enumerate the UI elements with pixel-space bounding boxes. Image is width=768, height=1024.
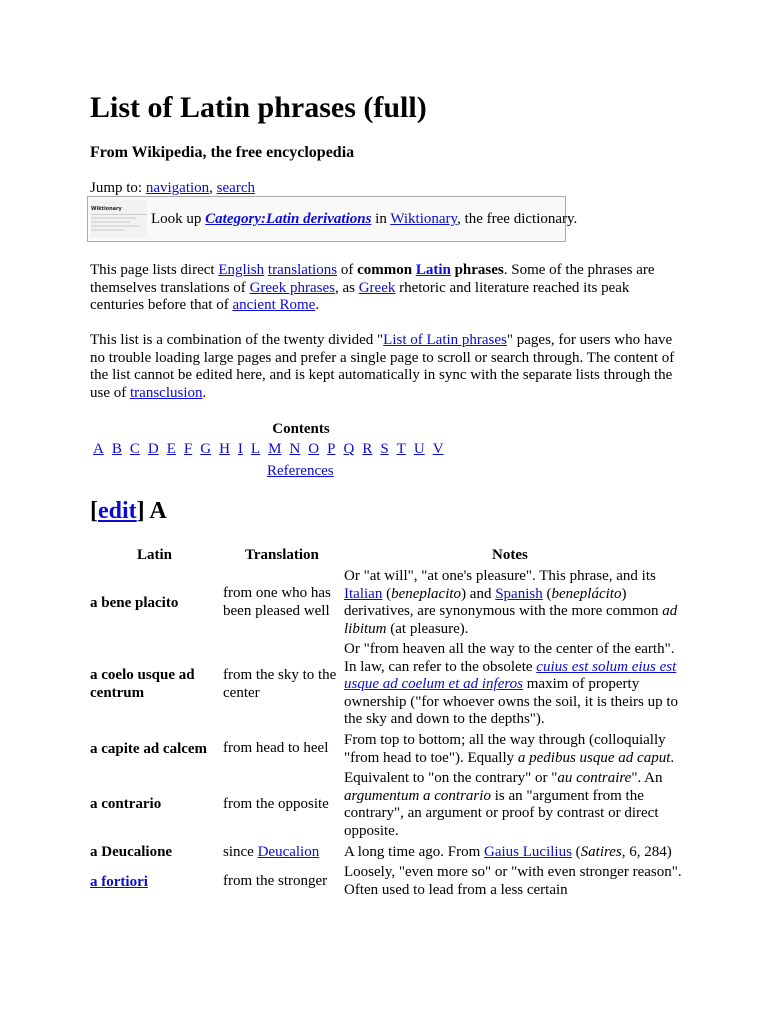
transclusion-link[interactable]: transclusion <box>130 384 203 401</box>
a-fortiori-link[interactable]: a fortiori <box>90 874 148 890</box>
list-of-latin-phrases-link[interactable]: List of Latin phrases <box>383 332 507 348</box>
wiktionary-link[interactable]: Wiktionary <box>390 211 458 227</box>
text: , as <box>334 279 359 296</box>
row-translation: from the opposite <box>223 796 329 812</box>
text: rhetoric and literature reached its peak centuries before that of <box>90 279 630 313</box>
combination-paragraph <box>90 332 680 402</box>
wiktionary-logo-title: Wiktionary <box>91 206 122 212</box>
row-translation: from the sky to the center <box>223 667 337 701</box>
latin-link[interactable]: Latin <box>415 262 451 278</box>
section-heading-a <box>90 498 167 525</box>
page-title: List of Latin phrases (full) <box>90 91 427 124</box>
header-latin: Latin <box>137 547 173 563</box>
row-translation: from the stronger <box>223 873 328 889</box>
row-notes <box>344 732 684 767</box>
row-latin: a coelo usque ad centrum <box>90 667 195 701</box>
contents-letter-v[interactable]: V <box>432 441 444 457</box>
header-translation: Translation <box>245 547 319 563</box>
text: ( <box>571 844 581 860</box>
wiktionary-logo <box>91 200 147 238</box>
wiktionary-box <box>87 196 578 242</box>
greek-link[interactable]: Greek <box>358 279 396 296</box>
text: Equivalent to "on the contrary" or " <box>344 770 558 786</box>
row-notes <box>344 844 684 862</box>
spanish-link[interactable]: Spanish <box>495 585 543 602</box>
italic-text: Satires <box>580 844 622 860</box>
contents-letter-c[interactable]: C <box>129 441 140 457</box>
row-translation <box>223 844 341 862</box>
text: since <box>223 844 258 860</box>
contents-letter-h[interactable]: H <box>219 441 230 457</box>
text: . <box>202 384 207 401</box>
contents-letter-f[interactable]: F <box>183 441 193 457</box>
row-latin: a capite ad calcem <box>90 741 208 757</box>
section-letter: ] A <box>136 498 167 524</box>
wiktionary-term-link[interactable]: Category:Latin derivations <box>205 211 372 227</box>
row-latin: a Deucalione <box>90 844 173 860</box>
jump-separator: , <box>209 180 217 196</box>
header-notes: Notes <box>492 547 528 563</box>
contents-letter-n[interactable]: N <box>289 441 301 457</box>
row-notes <box>344 770 684 840</box>
navigation-link[interactable]: navigation <box>145 180 210 196</box>
cuius-est-solum-link[interactable]: cuius est solum eius est usque ad coelum et ad inferos <box>344 658 677 692</box>
bracket: [ <box>90 498 98 524</box>
italian-link[interactable]: Italian <box>344 585 383 602</box>
italic-text: a pedibus usque ad caput <box>517 749 671 766</box>
wikt-t3: , the free dictionary. <box>457 211 578 227</box>
row-translation: from head to heel <box>223 740 329 756</box>
text: maxim of property ownership ("for whoever owns the soil, it is theirs up to the sky and down to the depths"). <box>344 676 678 727</box>
text: ( <box>542 585 552 602</box>
contents-letter-r[interactable]: R <box>362 441 373 457</box>
italic-text: au contraire <box>557 770 632 786</box>
text: A long time ago. From <box>344 844 484 860</box>
greek-phrases-link[interactable]: Greek phrases <box>249 279 335 296</box>
text: (at pleasure). <box>386 620 469 637</box>
text: This list is a combination of the twenty divided " <box>90 332 384 348</box>
row-translation: from one who has been pleased well <box>223 585 331 619</box>
translations-link[interactable]: translations <box>267 262 338 278</box>
contents-letter-o[interactable]: O <box>308 441 320 457</box>
text: " pages, for users who have no trouble loading large pages and prefer a single page to scroll or search through. The content of the list cannot be edited here, and is kept automatically in sync with the separate lists through the use of <box>90 332 675 401</box>
phrases-text: phrases <box>454 262 504 278</box>
row-notes <box>344 641 684 729</box>
ancient-rome-link[interactable]: ancient Rome <box>232 297 316 313</box>
jump-prefix: Jump to: <box>90 180 146 196</box>
english-link[interactable]: English <box>218 262 265 278</box>
row-latin: a contrario <box>90 796 162 812</box>
page-subtitle: From Wikipedia, the free encyclopedia <box>90 144 355 161</box>
contents-letter-d[interactable]: D <box>147 441 159 457</box>
text: is an "argument from the contrary", an argument or proof by contrast or direct opposite. <box>344 787 659 839</box>
row-latin: a bene placito <box>90 595 179 611</box>
contents-letter-q[interactable]: Q <box>343 441 355 457</box>
text: . Some of the phrases are themselves translations of <box>90 262 655 296</box>
contents-letter-e[interactable]: E <box>166 441 176 457</box>
text: ) and <box>461 585 496 602</box>
contents-letter-g[interactable]: G <box>200 441 212 457</box>
contents-letter-m[interactable]: M <box>268 441 282 457</box>
text: Or "at will", "at one's pleasure". This phrase, and its <box>344 568 656 584</box>
contents-letter-l[interactable]: L <box>250 441 261 457</box>
gaius-lucilius-link[interactable]: Gaius Lucilius <box>484 844 572 860</box>
text: of <box>337 262 358 278</box>
wiktionary-text <box>151 211 577 228</box>
text: ( <box>382 585 392 602</box>
common-text: common <box>357 262 413 278</box>
text: ". An <box>631 770 663 786</box>
contents-letter-i[interactable]: I <box>237 441 243 457</box>
text: . <box>670 749 675 766</box>
search-link[interactable]: search <box>216 180 255 196</box>
text: From top to bottom; all the way through (colloquially "from head to toe"). Equally <box>344 732 666 766</box>
references-link[interactable]: References <box>267 463 334 479</box>
deucalion-link[interactable]: Deucalion <box>257 844 320 860</box>
contents-letter-b[interactable]: B <box>111 441 122 457</box>
jump-to <box>90 180 255 197</box>
text: . <box>315 297 320 313</box>
contents-letters <box>90 441 449 458</box>
text: , 6, 284) <box>621 844 672 860</box>
edit-link[interactable]: edit <box>98 498 137 524</box>
text: This page lists direct <box>90 262 219 278</box>
text: Or "from heaven all the way to the center of the earth". In law, can refer to the obsolete <box>344 641 675 675</box>
row-notes: Loosely, "even more so" or "with even stronger reason". Often used to lead from a less certain <box>344 864 682 898</box>
contents-letter-s[interactable]: S <box>380 441 389 457</box>
italic-text: ad libitum <box>344 603 678 637</box>
contents-letter-u[interactable]: U <box>413 441 425 457</box>
intro-paragraph <box>90 262 680 315</box>
italic-text: argumentum a contrario <box>344 787 491 804</box>
contents-letter-t[interactable]: T <box>396 441 406 457</box>
wikt-t1: Look up <box>151 211 206 227</box>
wikt-t2: in <box>371 211 391 227</box>
row-notes <box>344 568 684 638</box>
italic-text: beneplacito <box>391 585 462 602</box>
contents-letter-a[interactable]: A <box>93 441 104 457</box>
contents-letter-p[interactable]: P <box>327 441 336 457</box>
text: ) derivatives, are synonymous with the more common <box>344 585 663 619</box>
contents-title: Contents <box>272 421 330 437</box>
italic-text: beneplácito <box>551 585 622 602</box>
